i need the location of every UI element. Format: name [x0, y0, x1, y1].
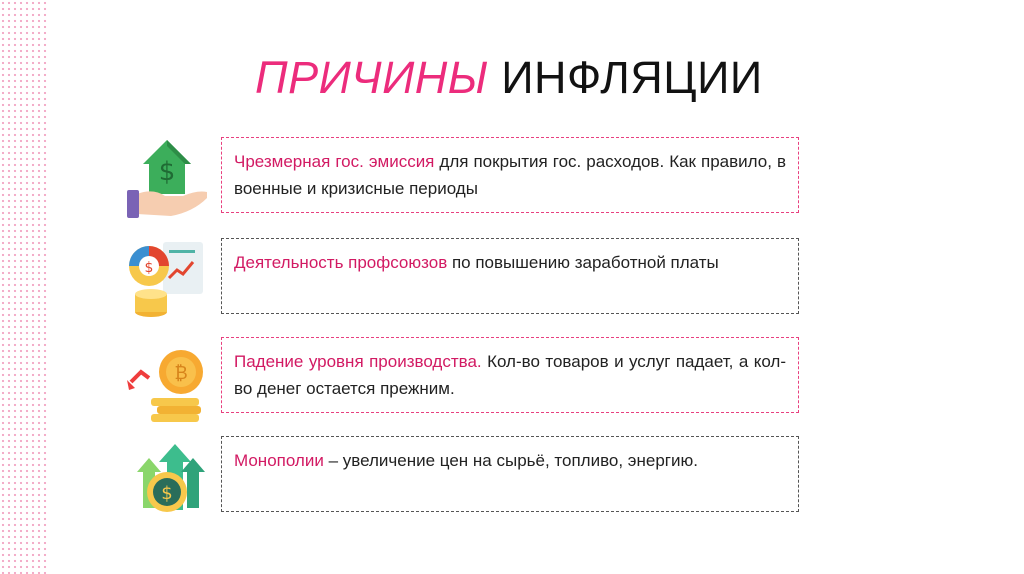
cause-card-1: [221, 137, 799, 213]
title-accent: ПРИЧИНЫ: [255, 52, 489, 103]
svg-text:$: $: [144, 260, 154, 276]
cause-lead: Падение уровня производства.: [234, 352, 482, 371]
cause-lead: Деятельность профсоюзов: [234, 253, 448, 272]
cause-lead: Чрезмерная гос. эмиссия: [234, 152, 435, 171]
title-rest: ИНФЛЯЦИИ: [501, 52, 763, 103]
cause-card-4: [221, 436, 799, 512]
cause-text: – увеличение цен на сырьё, топливо, энергию.: [328, 451, 698, 470]
svg-text:$: $: [161, 483, 173, 504]
cause-text: по повышению заработной платы: [451, 253, 719, 272]
cause-card-2: [221, 238, 799, 314]
cause-text: Кол-во товаров и услуг падает, а кол-во денег остается прежним.: [234, 352, 786, 398]
cause-text: для покрытия гос. расходов. Как правило, в военные и кризисные периоды: [234, 152, 786, 198]
svg-text:$: $: [158, 157, 176, 187]
cause-card-3: [221, 337, 799, 413]
cause-lead: Монополии: [234, 451, 324, 470]
money-house-hand-icon: [123, 132, 211, 220]
financial-report-coins-icon: [123, 236, 211, 324]
dollar-coin-growth-arrows-icon: [123, 432, 211, 520]
page-title: [255, 50, 815, 106]
dotted-side-pattern: [0, 0, 48, 574]
svg-text:₿: ₿: [174, 363, 188, 384]
falling-coin-chart-icon: [123, 338, 211, 426]
